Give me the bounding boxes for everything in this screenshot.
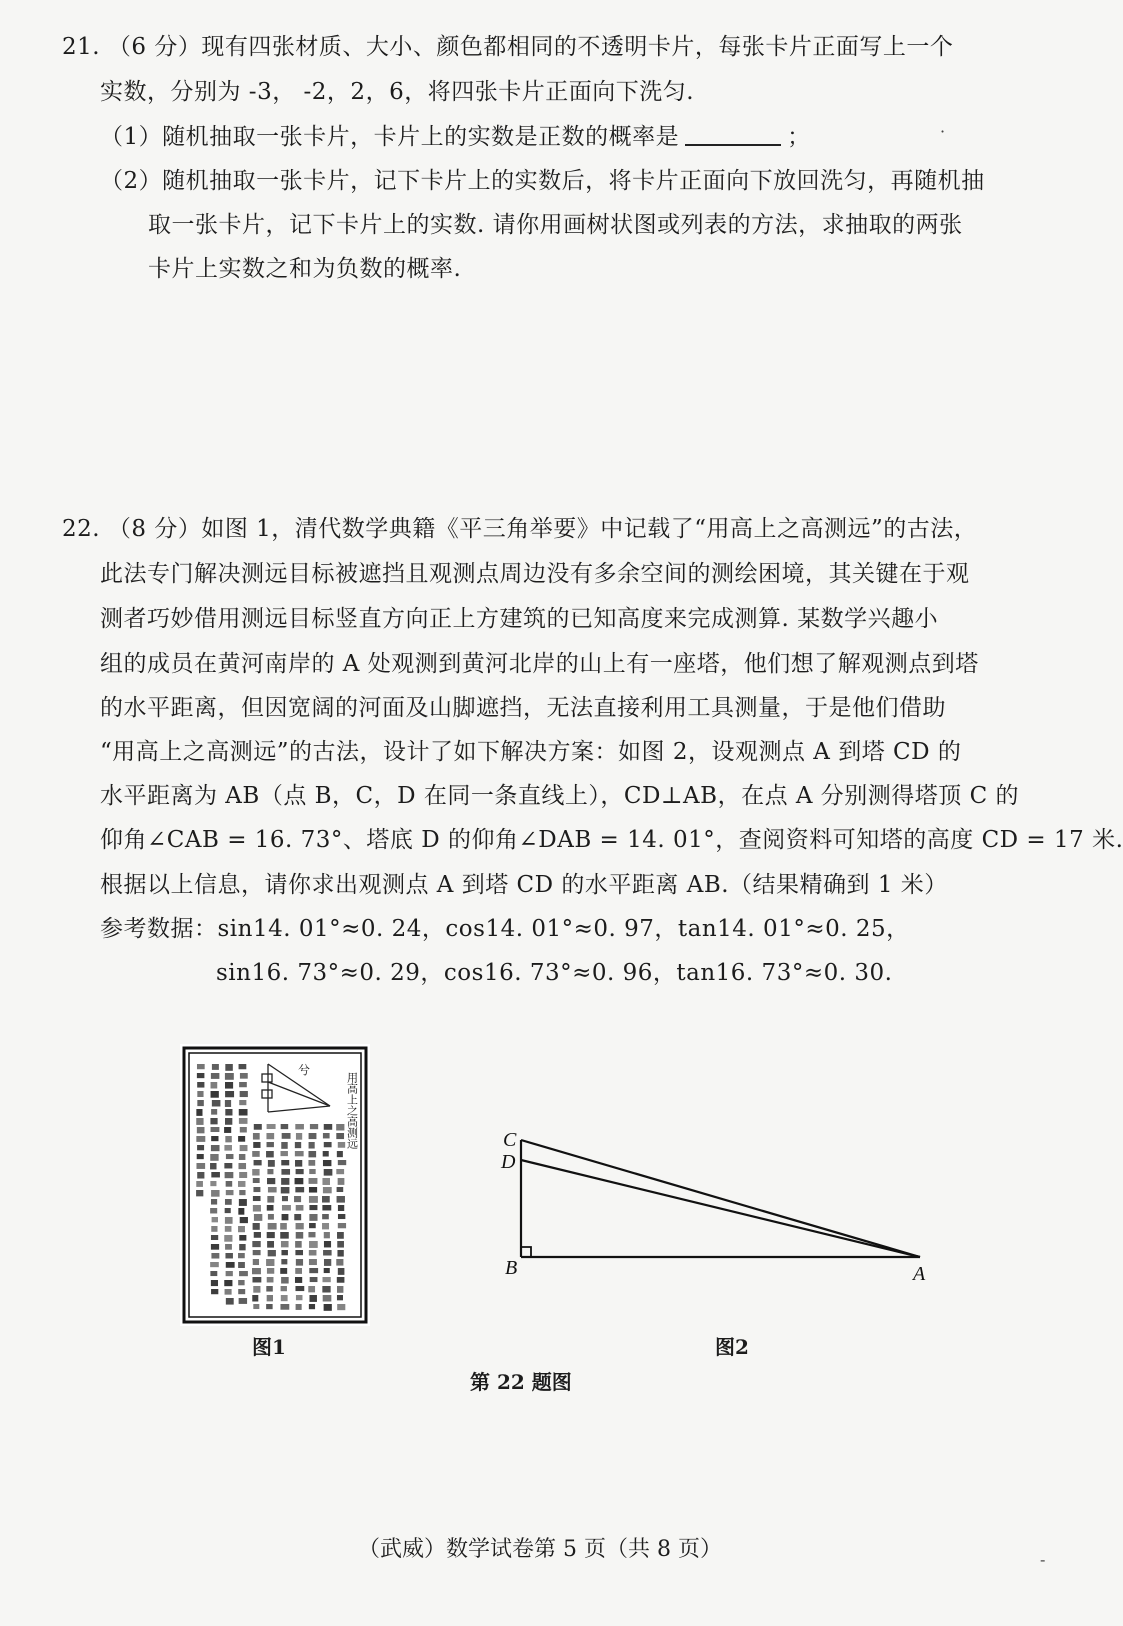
book-glyph [295, 1268, 302, 1274]
book-glyph [281, 1259, 287, 1264]
book-glyph [309, 1268, 318, 1273]
segment-ca [521, 1140, 920, 1257]
book-glyph [323, 1160, 331, 1166]
book-glyph [239, 1244, 245, 1250]
book-glyph [253, 1142, 260, 1148]
figure-1-caption: 图1 [252, 1335, 286, 1359]
book-glyph [266, 1133, 274, 1139]
book-glyph [282, 1196, 288, 1201]
book-glyph [240, 1091, 248, 1097]
book-glyph [294, 1196, 301, 1202]
reference-data-line-2: sin16. 73°≈0. 29，cos16. 73°≈0. 96，tan16. 73°≈0. 30. [216, 960, 893, 986]
book-glyph [324, 1304, 332, 1311]
book-glyph [295, 1250, 303, 1255]
book-glyph [212, 1064, 219, 1070]
page-footer: （武威）数学试卷第 5 页（共 8 页） [358, 1537, 722, 1562]
q21-part-1 [100, 122, 811, 152]
book-glyph [197, 1082, 204, 1088]
book-glyph [224, 1127, 231, 1133]
book-glyph [210, 1154, 218, 1161]
book-glyph [309, 1133, 317, 1139]
book-glyph [225, 1136, 231, 1142]
reference-data-line-1: 参考数据：sin14. 01°≈0. 24，cos14. 01°≈0. 97，tan14. 01°≈0. 25， [100, 916, 910, 942]
point-label-c: C [503, 1129, 517, 1151]
right-angle-mark [521, 1247, 531, 1257]
book-glyph [296, 1259, 303, 1266]
book-glyph [337, 1232, 344, 1239]
book-glyph [268, 1160, 275, 1167]
book-glyph [338, 1178, 345, 1185]
book-glyph [266, 1259, 274, 1266]
book-glyph [310, 1277, 318, 1282]
book-glyph [210, 1262, 219, 1267]
book-glyph [211, 1190, 219, 1197]
book-glyph [281, 1250, 287, 1255]
book-glyph [296, 1304, 302, 1310]
book-glyph [212, 1100, 221, 1106]
book-glyph [253, 1133, 260, 1140]
book-glyph [252, 1295, 258, 1301]
book-glyph [281, 1295, 288, 1301]
book-glyph [324, 1241, 331, 1247]
figure-2-geometry [501, 1129, 975, 1305]
book-glyph [211, 1253, 219, 1259]
book-glyph [210, 1118, 217, 1124]
book-glyph [268, 1187, 277, 1192]
book-glyph [239, 1064, 247, 1069]
book-glyph [282, 1214, 289, 1220]
book-glyph [224, 1163, 232, 1168]
q22-line-3: 测者巧妙借用测远目标竖直方向正上方建筑的已知高度来完成测算. 某数学兴趣小 [100, 606, 939, 632]
book-glyph [281, 1286, 287, 1291]
book-glyph [310, 1124, 318, 1129]
book-glyph [267, 1268, 274, 1274]
book-glyph [324, 1232, 330, 1238]
book-glyph [267, 1232, 275, 1238]
book-glyph [238, 1208, 244, 1215]
book-glyph [211, 1127, 220, 1132]
book-glyph [280, 1268, 287, 1274]
book-glyph [281, 1178, 289, 1185]
book-glyph [296, 1169, 304, 1174]
q22-line-8: 仰角∠CAB = 16. 73°、塔底 D 的仰角∠DAB = 14. 01°，查阅资料可知塔的高度 CD = 17 米. [100, 827, 1123, 853]
book-glyph [211, 1073, 220, 1079]
book-glyph [324, 1142, 332, 1147]
book-glyph [308, 1232, 315, 1237]
book-glyph [225, 1244, 232, 1250]
q21-part-2-line-1: （2）随机抽取一张卡片，记下卡片上的实数后，将卡片正面向下放回洗匀，再随机抽 [100, 168, 985, 194]
book-glyph [196, 1163, 205, 1169]
book-glyph [295, 1124, 304, 1129]
book-glyph [322, 1286, 330, 1293]
book-glyph [267, 1295, 273, 1301]
q21-part-2-line-2: 取一张卡片，记下卡片上的实数. 请你用画树状图或列表的方法，求抽取的两张 [148, 212, 963, 238]
book-glyph [322, 1277, 330, 1282]
book-glyph [253, 1259, 259, 1265]
book-glyph [239, 1190, 245, 1195]
book-glyph [197, 1091, 203, 1097]
q22-line-1: 22. （8 分）如图 1，清代数学典籍《平三角举要》中记载了“用高上之高测远”的古法， [62, 516, 978, 542]
book-glyph [338, 1214, 345, 1219]
book-glyph [309, 1295, 316, 1302]
book-glyph [210, 1181, 216, 1186]
book-glyph [225, 1253, 232, 1258]
book-glyph [197, 1073, 205, 1078]
book-glyph [238, 1262, 245, 1268]
book-glyph [266, 1151, 274, 1157]
book-glyph [196, 1181, 203, 1187]
book-glyph [280, 1304, 289, 1310]
scan-dot: · [940, 122, 946, 141]
book-glyph [225, 1073, 234, 1080]
book-glyph [324, 1268, 330, 1273]
book-glyph [252, 1277, 261, 1282]
book-glyph [211, 1289, 218, 1294]
book-glyph [226, 1190, 234, 1195]
book-glyph [281, 1124, 289, 1129]
book-glyph [267, 1124, 276, 1129]
book-glyph [295, 1178, 304, 1184]
book-glyph [295, 1277, 302, 1283]
book-glyph [337, 1250, 343, 1257]
book-glyph [268, 1223, 277, 1230]
book-glyph [336, 1169, 344, 1174]
book-glyph [226, 1298, 234, 1305]
book-glyph [309, 1169, 315, 1174]
book-glyph [295, 1187, 304, 1192]
figure-2-caption: 图2 [715, 1335, 749, 1359]
q21-line-2: 实数，分别为 -3， -2，2，6，将四张卡片正面向下洗匀. [100, 79, 695, 105]
book-glyph [239, 1118, 248, 1124]
book-glyph [337, 1241, 344, 1248]
book-glyph [309, 1241, 318, 1248]
book-glyph [252, 1268, 261, 1274]
book-glyph [211, 1145, 220, 1151]
book-glyph [281, 1187, 290, 1193]
book-glyph [309, 1304, 315, 1309]
book-glyph [253, 1223, 260, 1230]
book-glyph [309, 1223, 316, 1228]
book-glyph [296, 1133, 302, 1140]
book-glyph [295, 1151, 304, 1156]
book-glyph [226, 1262, 235, 1268]
book-glyph [254, 1124, 262, 1130]
book-glyph [239, 1199, 247, 1206]
svg-text:兮: 兮 [298, 1063, 311, 1077]
book-glyph [296, 1295, 303, 1300]
book-glyph [225, 1208, 231, 1213]
book-glyph [211, 1199, 217, 1205]
book-glyph [197, 1154, 204, 1159]
book-glyph [337, 1295, 343, 1300]
book-glyph [267, 1142, 274, 1147]
book-glyph [197, 1145, 204, 1150]
book-glyph [337, 1151, 343, 1157]
book-glyph [226, 1181, 233, 1187]
book-glyph [254, 1232, 261, 1238]
book-glyph [253, 1205, 261, 1212]
book-glyph [226, 1154, 234, 1159]
book-glyph [267, 1241, 274, 1248]
q22-line-4: 组的成员在黄河南岸的 A 处观测到黄河北岸的山上有一座塔，他们想了解观测点到塔 [100, 651, 979, 677]
book-glyph [337, 1187, 344, 1192]
book-glyph [337, 1286, 343, 1293]
book-glyph [253, 1286, 260, 1293]
book-glyph [253, 1187, 260, 1192]
book-glyph [322, 1205, 331, 1210]
book-glyph [282, 1205, 291, 1211]
book-glyph [281, 1160, 289, 1165]
book-glyph [196, 1190, 203, 1196]
book-glyph [239, 1109, 248, 1116]
book-glyph [253, 1250, 261, 1255]
book-glyph [336, 1124, 344, 1130]
book-glyph [253, 1196, 261, 1201]
book-glyph [309, 1142, 315, 1149]
book-glyph [225, 1100, 231, 1107]
book-glyph [281, 1169, 290, 1175]
q22-line-6: “用高上之高测远”的古法，设计了如下解决方案：如图 2，设观测点 A 到塔 CD 的 [100, 739, 962, 765]
book-glyph [296, 1223, 304, 1229]
segment-da [521, 1160, 920, 1257]
book-glyph [295, 1241, 302, 1248]
q21-part-1-text: （1）随机抽取一张卡片，卡片上的实数是正数的概率是 [100, 124, 680, 150]
q21-part-2-line-3: 卡片上实数之和为负数的概率. [148, 256, 462, 282]
book-glyph [338, 1268, 345, 1275]
book-glyph [336, 1259, 343, 1266]
book-glyph [225, 1289, 232, 1295]
book-glyph [296, 1232, 304, 1239]
book-glyph [210, 1271, 217, 1276]
book-glyph [324, 1259, 331, 1266]
book-glyph [280, 1232, 289, 1239]
book-glyph [267, 1178, 275, 1184]
figure-group-caption: 第 22 题图 [470, 1370, 572, 1394]
book-glyph [308, 1151, 316, 1157]
book-glyph [281, 1142, 287, 1149]
book-glyph [225, 1082, 233, 1089]
point-label-d: D [501, 1151, 516, 1173]
book-glyph [212, 1217, 218, 1222]
book-glyph [338, 1223, 346, 1228]
book-glyph [211, 1280, 218, 1286]
book-glyph [322, 1196, 330, 1203]
book-glyph [309, 1196, 318, 1203]
book-glyph [211, 1172, 220, 1177]
figure-1-title-column: 用高上之高测远 [345, 1072, 359, 1149]
book-glyph [337, 1304, 345, 1310]
book-glyph [224, 1145, 232, 1151]
book-glyph [226, 1271, 233, 1276]
book-glyph [268, 1250, 276, 1256]
book-glyph [338, 1142, 345, 1148]
book-glyph [239, 1154, 245, 1160]
book-glyph [296, 1205, 304, 1211]
book-glyph [253, 1304, 259, 1309]
book-glyph [239, 1172, 247, 1178]
book-glyph [322, 1223, 329, 1229]
book-glyph [323, 1295, 332, 1301]
book-glyph [196, 1118, 203, 1125]
book-glyph [197, 1127, 205, 1133]
book-glyph [281, 1241, 289, 1247]
book-glyph [309, 1259, 317, 1265]
book-glyph [224, 1280, 232, 1286]
book-glyph [238, 1253, 245, 1258]
book-glyph [308, 1286, 315, 1292]
book-glyph [309, 1205, 317, 1210]
book-glyph [196, 1109, 202, 1116]
book-glyph [225, 1091, 234, 1097]
book-glyph [323, 1151, 329, 1157]
answer-blank[interactable] [685, 122, 781, 146]
book-glyph [197, 1172, 204, 1179]
book-glyph [338, 1205, 344, 1211]
book-glyph [225, 1226, 232, 1232]
book-glyph [267, 1205, 274, 1211]
book-glyph [295, 1286, 304, 1291]
book-glyph [211, 1091, 219, 1098]
book-glyph [309, 1214, 317, 1221]
book-glyph [225, 1118, 232, 1125]
book-glyph [211, 1226, 217, 1232]
q22-line-5: 的水平距离，但因宽阔的河面及山脚遮挡，无法直接利用工具测量，于是他们借助 [100, 695, 946, 721]
book-glyph [295, 1160, 302, 1167]
point-label-b: B [505, 1257, 518, 1279]
book-glyph [267, 1196, 274, 1203]
book-glyph [225, 1172, 234, 1178]
q21-part-1-end: ； [787, 124, 811, 150]
book-glyph [239, 1271, 248, 1276]
book-glyph [240, 1073, 248, 1079]
book-glyph [254, 1160, 262, 1165]
book-glyph [322, 1178, 330, 1185]
book-glyph [239, 1082, 247, 1087]
q22-line-2: 此法专门解决测远目标被遮挡且观测点周边没有多余空间的测绘困境，其关键在于观 [100, 561, 970, 587]
q21-line-1: 21. （6 分）现有四张材质、大小、颜色都相同的不透明卡片，每张卡片正面写上一个 [62, 34, 954, 60]
book-glyph [254, 1214, 262, 1221]
book-glyph [240, 1145, 248, 1151]
book-glyph [281, 1277, 289, 1284]
book-glyph [324, 1124, 332, 1130]
book-glyph [211, 1235, 218, 1240]
book-glyph [210, 1208, 217, 1213]
book-glyph [240, 1127, 247, 1132]
book-glyph [196, 1136, 205, 1142]
book-glyph [238, 1181, 245, 1187]
book-glyph [238, 1136, 245, 1142]
point-label-a: A [913, 1263, 926, 1285]
book-glyph [267, 1169, 273, 1174]
book-glyph [338, 1160, 346, 1165]
book-glyph [309, 1178, 318, 1184]
book-glyph [225, 1199, 232, 1205]
book-glyph [238, 1280, 244, 1285]
book-glyph [238, 1163, 246, 1169]
book-glyph [211, 1082, 218, 1088]
book-glyph [309, 1187, 317, 1193]
book-glyph [225, 1109, 232, 1116]
book-glyph [294, 1214, 301, 1220]
book-glyph [268, 1214, 274, 1220]
book-glyph [252, 1151, 259, 1157]
book-glyph [197, 1100, 203, 1106]
book-glyph [337, 1196, 345, 1203]
figure-1-ancient-book [180, 1044, 370, 1326]
book-glyph [324, 1169, 333, 1176]
book-glyph [211, 1136, 218, 1141]
book-glyph [197, 1064, 205, 1069]
book-glyph [323, 1187, 332, 1193]
book-glyph [295, 1142, 301, 1148]
book-glyph [252, 1241, 260, 1247]
book-glyph [309, 1250, 317, 1255]
book-glyph [238, 1289, 245, 1294]
q22-line-7: 水平距离为 AB（点 B，C，D 在同一条直线上），CD⊥AB，在点 A 分别测得塔顶 C 的 [100, 783, 1020, 809]
book-glyph [224, 1235, 232, 1242]
book-glyph [239, 1235, 246, 1241]
book-glyph [239, 1100, 246, 1105]
book-glyph [266, 1286, 273, 1292]
book-glyph [225, 1217, 233, 1224]
book-glyph [308, 1160, 315, 1166]
book-glyph [282, 1133, 291, 1139]
book-glyph [266, 1304, 272, 1309]
book-glyph [280, 1223, 287, 1230]
book-glyph [323, 1250, 332, 1256]
scan-mark: - [1040, 1550, 1046, 1569]
book-glyph [240, 1217, 248, 1223]
book-glyph [336, 1133, 344, 1139]
q22-line-9: 根据以上信息，请你求出观测点 A 到塔 CD 的水平距离 AB.（结果精确到 1 米） [100, 872, 948, 898]
book-glyph [322, 1214, 329, 1219]
book-glyph [252, 1169, 259, 1176]
book-glyph [210, 1163, 216, 1169]
book-glyph [253, 1178, 260, 1183]
book-glyph [323, 1133, 330, 1138]
book-glyph [225, 1064, 232, 1071]
book-glyph [211, 1244, 219, 1250]
book-glyph [280, 1151, 287, 1156]
book-glyph [211, 1109, 217, 1115]
book-glyph [238, 1226, 245, 1232]
book-glyph [337, 1277, 345, 1283]
book-glyph [239, 1298, 247, 1304]
book-glyph [267, 1277, 274, 1282]
